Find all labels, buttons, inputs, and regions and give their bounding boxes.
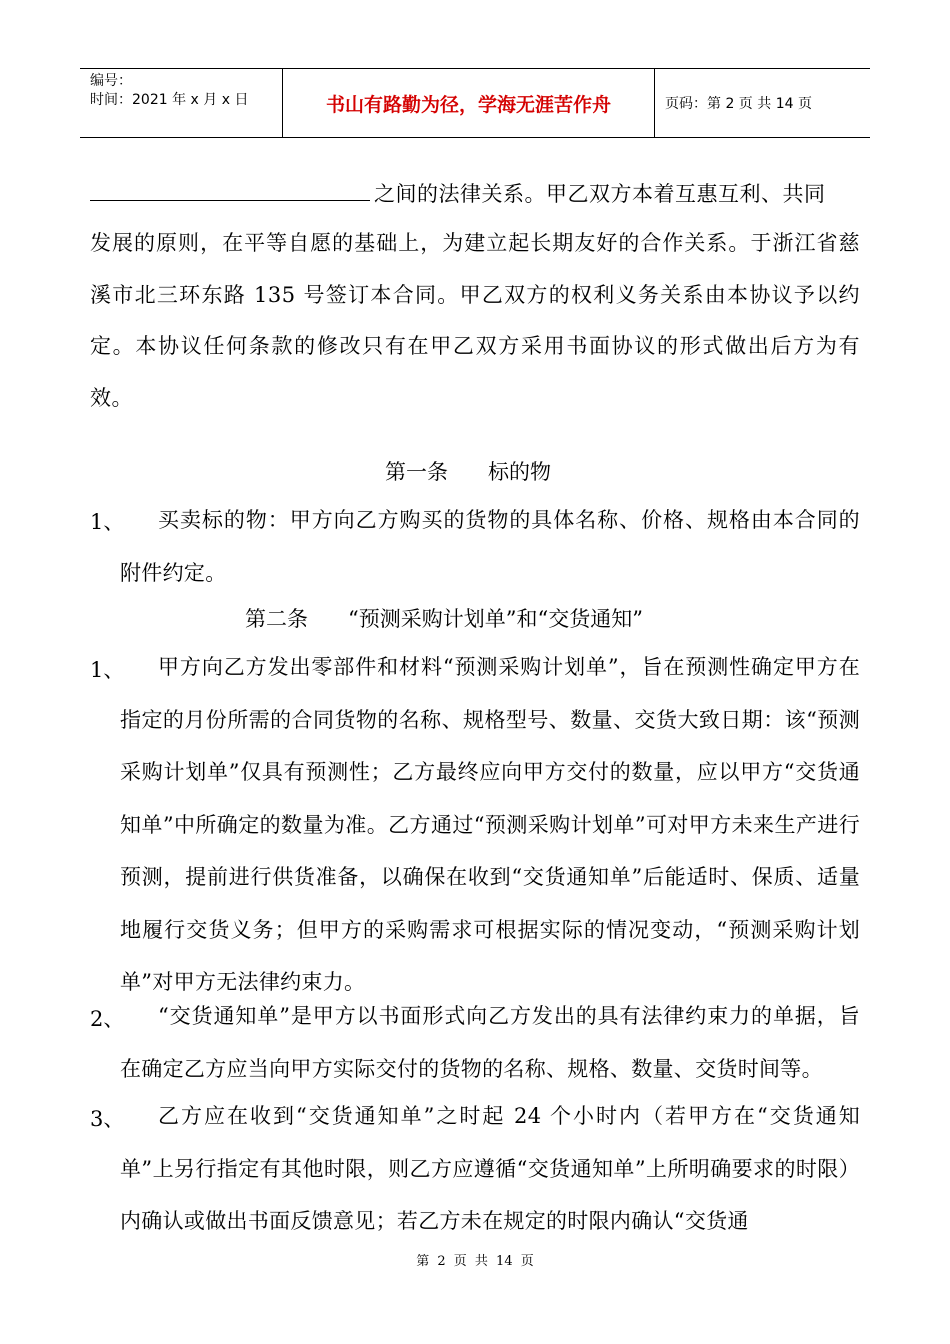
intro-first-line bbox=[90, 176, 826, 208]
header-meta bbox=[80, 69, 283, 137]
header-motto: 书山有路勤为径，学海无涯苦作舟 bbox=[283, 69, 655, 137]
article-2-item-3-text: 乙方应在收到“交货通知单”之时起 24 个小时内（若甲方在“交货通知单”上另行指定有其他时限，则乙方应遵循“交货通知单”上所明确要求的时限）内确认或做出书面反馈意见；若乙方未在规定的时限内确认“交货通 bbox=[120, 1104, 860, 1233]
article-1-item-1-number: 1、 bbox=[90, 510, 125, 534]
article-2-heading: 第二条 “预测采购计划单”和“交货通知” bbox=[245, 607, 643, 631]
article-2-item-2-text: “交货通知单”是甲方以书面形式向乙方发出的具有法律约束力的单据，旨在确定乙方应当向甲方实际交付的货物的名称、规格、数量、交货时间等。 bbox=[120, 1004, 860, 1081]
article-2-item-1-text: 甲方向乙方发出零部件和材料“预测采购计划单”，旨在预测性确定甲方在指定的月份所需的合同货物的名称、规格型号、数量、交货大致日期：该“预测采购计划单”仅具有预测性；乙方最终应向甲方交付的数量，应以甲方“交货通知单”中所确定的数量为准。乙方通过“预测采购计划单”可对甲方未来生产进行预测，提前进行供货准备，以确保在收到“交货通知单”后能适时、保质、适量地履行交货义务；但甲方的采购需求可根据实际的情况变动，“预测采购计划单”对甲方无法律约束力。 bbox=[120, 655, 860, 994]
document-date-label: 时间：2021 年 x 月 x 日 bbox=[90, 92, 249, 108]
article-2-item-2-number: 2、 bbox=[90, 1007, 125, 1031]
blank-underline bbox=[90, 176, 370, 201]
header-page-number: 页码：第 2 页 共 14 页 bbox=[665, 96, 812, 112]
document-number-label: 编号： bbox=[90, 73, 132, 89]
intro-first-line-text: 之间的法律关系。甲乙双方本着互惠互利、共同 bbox=[374, 182, 826, 206]
article-2-item-1-number: 1、 bbox=[90, 658, 125, 682]
article-1-heading: 第一条 标的物 bbox=[385, 460, 552, 484]
page-header bbox=[80, 68, 870, 138]
page-footer: 第 2 页 共 14 页 bbox=[416, 1254, 534, 1269]
intro-paragraph: 发展的原则，在平等自愿的基础上，为建立起长期友好的合作关系。于浙江省慈溪市北三环东路 135 号签订本合同。甲乙双方的权利义务关系由本协议予以约定。本协议任何条款的修改只有在甲乙双方采用书面协议的形式做出后方为有效。 bbox=[90, 231, 860, 410]
article-2-item-3-number: 3、 bbox=[90, 1107, 125, 1131]
article-1-item-1-text: 买卖标的物：甲方向乙方购买的货物的具体名称、价格、规格由本合同的附件约定。 bbox=[120, 508, 860, 585]
